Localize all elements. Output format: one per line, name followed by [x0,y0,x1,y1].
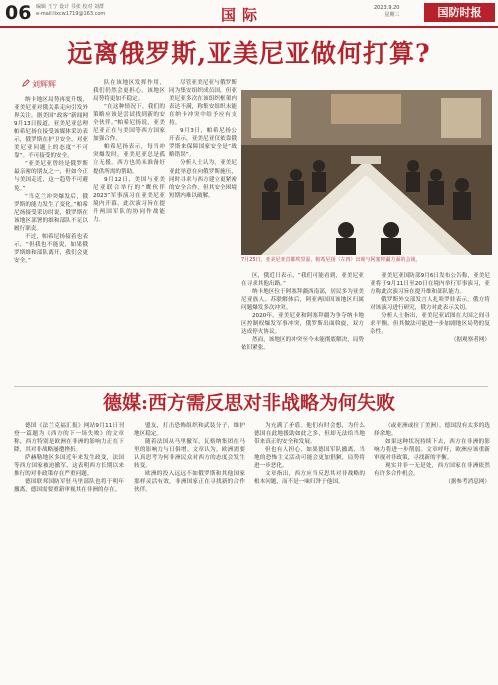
paragraph: 队在该地区发挥作用，我们仍然会更担心，该地区局势将更加不稳定。 [93,80,165,103]
paragraph: 分析人士认为，亚美尼亚此举意在向俄罗斯施压，同时寻求与西方建立更紧密的安全合作，但其安全困境短期内难以破解。 [169,160,237,199]
paragraph: 随着法国从马里撤军，瓦格纳集团在马里的影响力与日俱增。文章认为，欧洲需要认真思考为何非洲民众对西方的态度会发生转变。 [134,439,245,470]
weekday: 星期三 [384,12,400,18]
paragraph: 萨赫勒地区多国近年来发生政变，法国等西方国家被迫撤军，这表明西方长期以来推行的对非政策存在严重问题。 [14,455,124,478]
article1-column-4 [241,272,364,382]
paragraph: “在这种情况下，我们的策略应该是尝试找到新的安全伙伴。”帕希尼扬说，亚美尼亚正在与美国等西方国家加强合作。 [93,104,165,143]
article2-column-2 [134,422,245,680]
article1-headline: 远离俄罗斯,亚美尼亚做何打算? [67,39,431,68]
paragraph: 现实并非一无是处，西方国家在非洲依然有许多合作机会。 [374,463,490,478]
article1-author [22,79,56,90]
pen-icon [22,79,30,87]
paragraph: （或亚洲或拉丁美洲）。德国没有太多的选择余地。 [374,423,490,438]
paragraph: 文章指出，西方应当反思其对非战略的根本问题，而不是一味归咎于他国。 [254,471,365,486]
paragraph: 欧洲的投入远远不如俄罗斯和其他国家那样灵活有效，非洲国家正在寻找新的合作伙伴。 [134,471,245,494]
paragraph: 德国《法兰克福汇报》网站9月11日刊登一篇题为《西方的下一场失败》的文章称，西方特别是欧洲在非洲的影响力正在下降，其对非战略屡遭挫折。 [14,423,124,454]
article2-headline: 德媒:西方需反思对非战略为何失败 [102,392,395,414]
author-name: 刘辉辉 [32,80,56,89]
paragraph: 德国联邦国防军驻马里部队也将于明年撤离，德国需要重新审视其在非洲的存在。 [14,479,124,494]
article1-column-3 [169,79,237,382]
paragraph: 纳卡地区局势再度升级，亚美尼亚对俄关系走向引发外界关注。据美国“政客”新闻网9月13日报道，亚美尼亚总理帕希尼扬在接受该媒体采访表示，俄罗斯在护卫安全、对亚美尼亚问题上的态度“不可靠”。不可接受的安全。 [14,97,88,160]
meeting-photo-illustration [241,90,492,255]
paragraph: 区，俄近日表示，“我们可能看到，亚美尼亚在寻求其他出路。” [241,273,364,288]
paragraph: 然而，该地区的冲突至今未能彻底解决，局势依旧紧张。 [241,337,364,352]
editor-names: 编辑 王宁 设计 书张 校对 刘群 [36,4,104,10]
paragraph: 不过，帕希尼扬接着也表示，“但我也不能说，如果俄罗斯维和部队离开，我们会更安全。” [14,233,88,264]
paragraph: “当克兰冲突爆发后，俄罗斯的能力发生了变化。”帕希尼扬接受采访时说，俄罗斯在该地区部署的维和部队不足以履行职责。 [14,193,88,232]
section-divider [14,386,488,387]
date: 2023.9.20 [374,5,400,11]
paragraph: 2020年，亚美尼亚和阿塞拜疆为争夺纳卡地区控制权爆发军事冲突，俄罗斯出面斡旋，双方达成停火协议。 [241,313,364,336]
paragraph: 盟友，打击恐怖组织和武装分子，维护地区稳定。 [134,423,245,438]
meeting-photo [241,90,492,255]
editor-email: e-mail:lixcw1719@163.com [36,11,106,17]
paragraph: 尽管亚美尼亚与俄罗斯同为集安组织成员国，但亚美尼亚多次在该组织框架内表达不满，称集安组织未能在纳卡冲突中给予应有支持。 [169,80,237,127]
paragraph: 纳卡地区位于阿塞拜疆西南部，居民多为亚美尼亚族人。苏联解体后，阿亚两国因该地区归属问题爆发多次冲突。 [241,289,364,312]
article2-column-4 [374,422,490,680]
paragraph: 9月3日，帕希尼扬公开表示，亚美尼亚仅依靠俄罗斯来保障国家安全是“战略错误”。 [169,128,237,159]
paragraph: 帕希尼扬表示，每当冲突爆发时，亚美尼亚总是孤立无援，西方也尚未准备好提供所需的帮助。 [93,144,165,175]
paragraph: 亚美尼亚国防部9月6日发布公告称，亚美尼亚将于9月11日至20日在境内举行军事演习，亚方称此次演习旨在提升维和部队能力。 [370,273,490,296]
paragraph: 但也有人担心，如果德国军队撤离，当地的恐怖主义活动可能会更加猖獗，局势将进一步恶化。 [254,447,365,470]
paragraph: 俄罗斯外交部发言人扎哈罗娃表示，俄方将对该演习进行研究，俄方对此表示关切。 [370,297,490,312]
page-header [0,0,498,28]
paragraph: 如果这种状况持续下去，西方在非洲的影响力将进一步削弱。文章呼吁，欧洲应该重新审视对非政策，寻找新的平衡。 [374,439,490,462]
paragraph: 9月12日，美国与亚美尼亚联合举行的“鹰伙伴2023”军事演习在亚美尼亚境内开幕。此次演习旨在提升两国军队的协同作战能力。 [93,176,165,223]
editor-info [36,4,105,18]
newspaper-masthead: 国防时报 [424,3,495,22]
paragraph: “亚美尼亚曾经是俄罗斯最亲密的朋友之一，但如今正与美国走近，这一趋势不可避免。” [14,161,88,192]
page-number: 06 [5,2,32,24]
issue-date [374,5,399,19]
article2-source: （据参考消息网） [445,479,490,486]
paragraph: 分析人士指出，亚美尼亚试图在大国之间寻求平衡，但其做法可能进一步加剧地区局势的复杂性。 [370,313,490,336]
article2-column-1 [14,422,124,680]
article1-column-1 [14,96,88,382]
paragraph: 为充满了矛盾。他们有时会想，为什么德国在此地援助如此之多，但却无法给当地带来真正的安全和发展。 [254,423,365,446]
article1-source: （据观察者网） [450,337,490,344]
article2-column-3 [254,422,365,680]
article1-column-2 [93,79,165,382]
photo-caption: 7月25日，亚美尼亚首都埃里温，帕希尼扬（左四）出席与阿塞拜疆方面的会谈。 [241,257,421,263]
article1-column-5 [370,272,490,384]
section-title: 国际 [221,6,264,24]
